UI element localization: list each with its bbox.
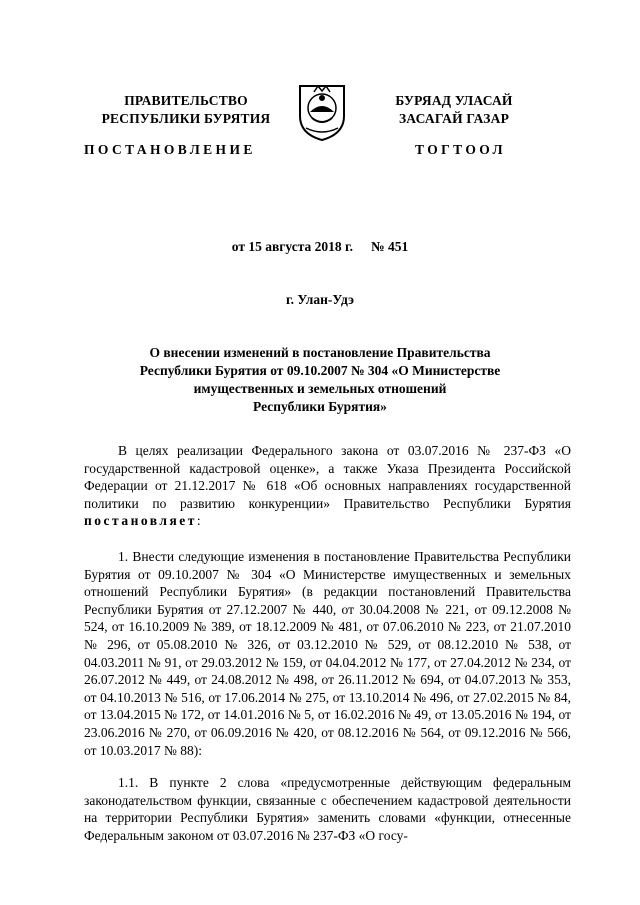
item-1-text: 1. Внести следующие изменения в постановление Правительства Республики Бурятия от 09.10.2007 № 304 «О Министерстве имущественных и земельных отношений Республики Бурятия» (в редакции постановлений Правительства Республики Бурятия от 27.12.2007 № 440, от 30.04.2008 № 221, от 09.12.2008 № 524, от 16.10.2009 № 389, от 18.12.2009 № 481, от 07.06.2010 № 223, от 21.07.2010 № 296, от 05.08.2010 № 326, от 03.12.2010 № 529, от 08.12.2010 № 538, от 04.03.2011 № 91, от 29.03.2012 № 159, от 04.04.2012 № 177, от 27.04.2012 № 234, от 26.07.2012 № 449, от 24.08.2012 № 498, от 26.11.2012 № 694, от 04.07.2013 № 353, от 04.10.2013 № 516, от 17.06.2014 № 275, от 13.10.2014 № 496, от 27.02.2015 № 84, от 13.04.2015 № 172, от 14.01.2016 № 5, от 16.02.2016 № 49, от 13.05.2016 № 194, от 23.06.2016 № 270, от 06.09.2016 № 420, от 08.12.2016 № 564, от 09.12.2016 № 566, от 10.03.2017 № 88):	[84, 549, 571, 758]
issuer-line-2: РЕСПУБЛИКИ БУРЯТИЯ	[101, 111, 271, 126]
issuer-block-buryat	[366, 92, 542, 128]
resolves-colon: :	[196, 513, 201, 529]
coat-of-arms-icon	[296, 82, 348, 142]
city: г. Улан-Удэ	[286, 292, 354, 307]
resolves-word: постановляет	[84, 513, 197, 529]
preamble-paragraph	[84, 442, 571, 530]
document-number: № 451	[371, 239, 409, 254]
doc-type-russian: ПОСТАНОВЛЕНИЕ	[84, 142, 256, 157]
item-1-paragraph	[84, 548, 571, 759]
title-line-4: Республики Бурятия»	[253, 399, 387, 414]
title-line-1: О внесении изменений в постановление Правительства	[149, 345, 491, 360]
issuer-line-2: ЗАСАГАЙ ГАЗАР	[398, 111, 510, 126]
doc-type-buryat: ТОГТООЛ	[415, 142, 506, 157]
issuer-block-russian	[98, 92, 274, 128]
title-line-3: имущественных и земельных отношений	[193, 381, 447, 396]
item-1-1-text: 1.1. В пункте 2 слова «предусмотренные действующим федеральным законодательством функции, связанные с обеспечением кадастровой деятельности на территории Республики Бурятия» заменить словами «функции, отнесенные Федеральным законом от 03.07.2016 № 237-ФЗ «О госу-	[84, 775, 571, 843]
issuer-line-1: БУРЯАД УЛАСАЙ	[395, 93, 513, 108]
title-line-2: Республики Бурятия от 09.10.2007 № 304 «О Министерстве	[139, 363, 501, 378]
item-1-1-paragraph	[84, 774, 571, 844]
date-number-line	[0, 239, 640, 255]
preamble-text: В целях реализации Федерального закона от 03.07.2016 № 237-ФЗ «О государственной кадастровой оценке», а также Указа Президента Российской Федерации от 21.12.2017 № 618 «Об основных направлениях государственной политики по развитию конкуренции» Правительство Республики Бурятия	[84, 443, 571, 511]
document-date: от 15 августа 2018 г.	[231, 239, 354, 254]
document-title	[110, 344, 530, 416]
issuer-line-1: ПРАВИТЕЛЬСТВО	[124, 93, 248, 108]
